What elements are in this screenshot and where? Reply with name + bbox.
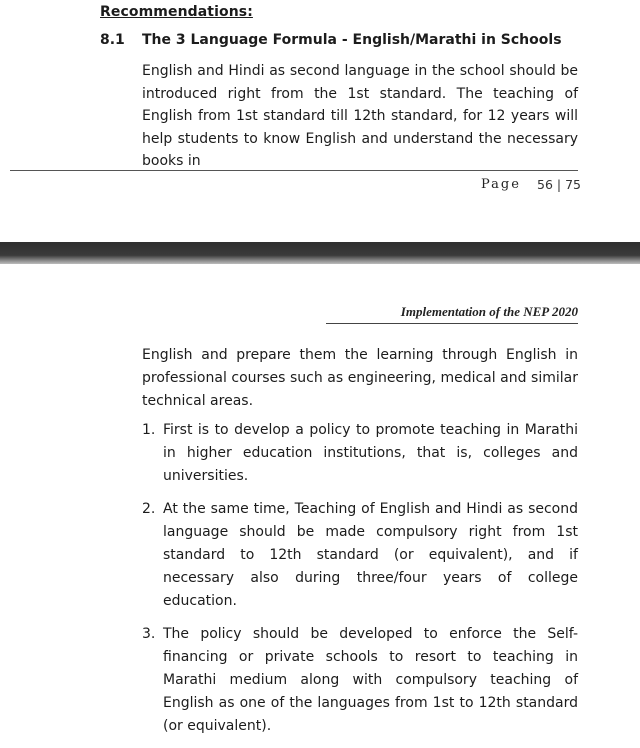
list-item-text: The policy should be developed to enforce the Self- financing or private schools to resort to teaching in Marathi medium along with compulsory teaching of English as one of the languages from 1st to 12th standard (or equivalent).: [163, 626, 578, 734]
document-page-top: [0, 0, 640, 242]
footer-divider: [10, 170, 578, 171]
recommendations-heading: Recommendations:: [100, 4, 253, 20]
list-item: [142, 419, 578, 488]
section-title: The 3 Language Formula - English/Marathi in Schools: [142, 32, 562, 48]
list-item-text: At the same time, Teaching of English and Hindi as second language should be made compulsory right from 1st standard to 12th standard (or equivalent), and if necessary also during three/four years of college education.: [163, 501, 578, 609]
list-item: [142, 623, 578, 738]
page-number: 56 | 75: [537, 177, 581, 192]
document-page-bottom: [0, 264, 640, 734]
header-underline: [326, 323, 578, 324]
section-number: 8.1: [100, 32, 125, 48]
list-item: [142, 498, 578, 613]
list-item-number: 1.: [142, 422, 156, 438]
continuation-paragraph: English and prepare them the learning through English in professional courses such as engineering, medical and similar technical areas.: [142, 347, 578, 409]
recommendation-list: [142, 419, 578, 748]
page-separator: [0, 242, 640, 264]
section-paragraph: English and Hindi as second language in the school should be introduced right from the 1st standard. The teaching of English from 1st standard till 12th standard, for 12 years will help students to know English and understand the necessary books in: [142, 63, 578, 170]
list-item-number: 3.: [142, 626, 156, 642]
list-item-number: 2.: [142, 501, 156, 517]
page-label: Page: [481, 177, 521, 192]
running-header: Implementation of the NEP 2020: [400, 304, 578, 319]
list-item-text: First is to develop a policy to promote teaching in Marathi in higher education institutions, that is, colleges and universities.: [163, 422, 578, 484]
